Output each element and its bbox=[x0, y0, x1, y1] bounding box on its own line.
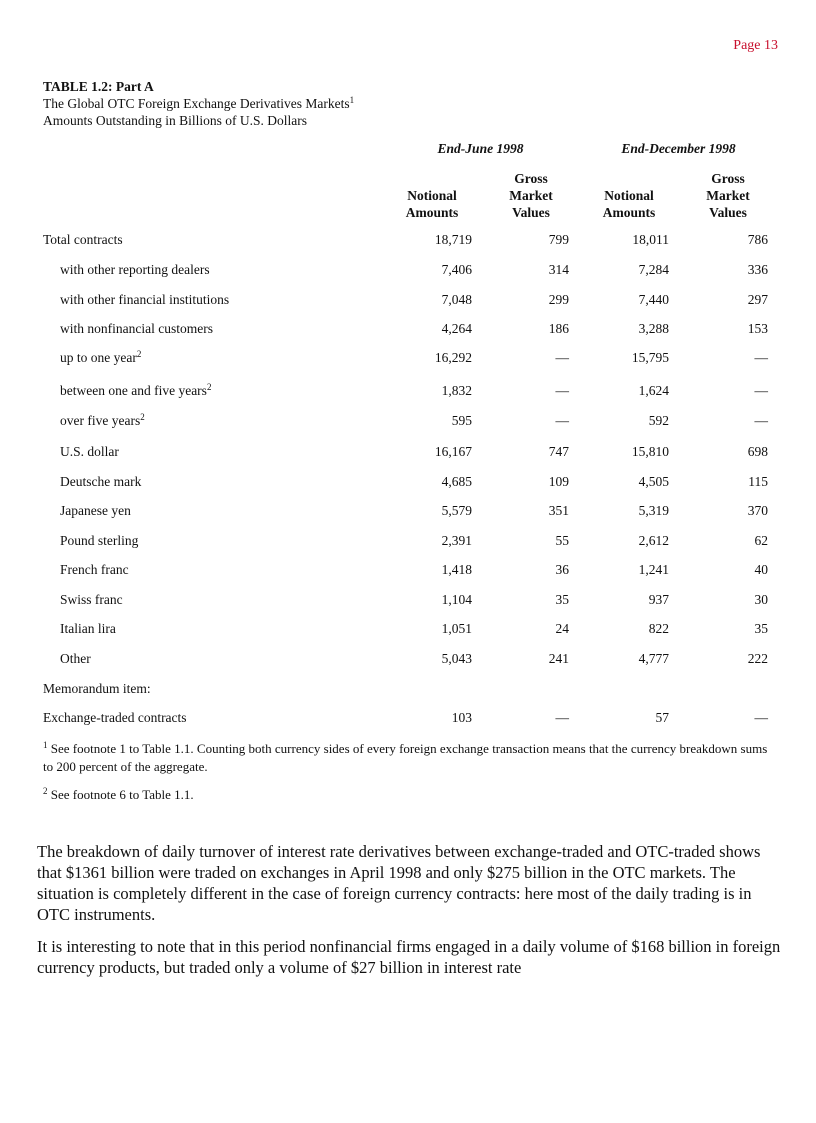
paragraph-1: The breakdown of daily turnover of interest rate derivatives between exchange-traded and OTC-traded shows that $1361 billion were traded on exchanges in April 1998 and only $275 billion in the OTC markets. The situation is completely different in the case of foreign currency contracts: here most of the daily trading is in OTC instruments. bbox=[37, 842, 761, 924]
footnote-text: See footnote 1 to Table 1.1. Counting both currency sides of every foreign exchange transaction means that the currency breakdown sums to 200 percent of the aggregate. bbox=[43, 741, 768, 774]
table-row bbox=[0, 444, 816, 464]
row-value: 1,241 bbox=[638, 562, 669, 577]
row-value: 2,612 bbox=[638, 533, 669, 548]
row-value: 4,264 bbox=[441, 321, 472, 336]
row-label bbox=[60, 621, 116, 637]
row-label bbox=[60, 592, 123, 608]
row-value: — bbox=[754, 413, 768, 428]
col-header-line: Amounts bbox=[602, 205, 656, 220]
row-label bbox=[60, 413, 145, 429]
row-value: 62 bbox=[754, 533, 768, 548]
table-title: TABLE 1.2: Part A bbox=[43, 79, 154, 94]
row-label bbox=[60, 651, 91, 667]
row-value: 5,319 bbox=[638, 503, 669, 518]
row-value: 7,406 bbox=[441, 262, 472, 277]
row-label bbox=[60, 292, 229, 308]
row-value: 18,011 bbox=[632, 232, 669, 247]
row-value: 186 bbox=[548, 321, 569, 336]
row-value: 799 bbox=[548, 232, 569, 247]
row-value: 1,624 bbox=[638, 383, 669, 398]
table-row bbox=[0, 651, 816, 671]
table-row bbox=[0, 232, 816, 252]
table-subtitle bbox=[43, 95, 354, 112]
row-label-text: Japanese yen bbox=[60, 503, 131, 518]
table-units: Amounts Outstanding in Billions of U.S. Dollars bbox=[43, 113, 308, 128]
row-value: 698 bbox=[747, 444, 768, 459]
col-header-notional-june bbox=[392, 187, 472, 221]
row-label-text: Exchange-traded contracts bbox=[43, 710, 187, 725]
row-value: 7,048 bbox=[441, 292, 472, 307]
row-value: 747 bbox=[548, 444, 569, 459]
row-label-text: with other financial institutions bbox=[60, 292, 230, 307]
row-label-text: Italian lira bbox=[60, 621, 116, 636]
row-value: 35 bbox=[555, 592, 569, 607]
table-row bbox=[0, 321, 816, 341]
row-value: 592 bbox=[648, 413, 669, 428]
row-label bbox=[60, 444, 119, 460]
row-footnote-mark: 2 bbox=[140, 412, 145, 422]
row-value: 4,685 bbox=[441, 474, 472, 489]
row-label bbox=[60, 503, 131, 519]
row-label bbox=[43, 710, 187, 726]
footnote-text: See footnote 6 to Table 1.1. bbox=[50, 787, 194, 802]
col-header-gross-june bbox=[489, 170, 573, 221]
row-value: 18,719 bbox=[434, 232, 472, 247]
row-label-text: Deutsche mark bbox=[60, 474, 142, 489]
row-value: 1,104 bbox=[441, 592, 472, 607]
row-value: 55 bbox=[555, 533, 569, 548]
row-label-text: French franc bbox=[60, 562, 129, 577]
row-value: 314 bbox=[548, 262, 569, 277]
row-value: 5,579 bbox=[441, 503, 472, 518]
page-number: Page 13 bbox=[733, 38, 778, 53]
row-value: 4,505 bbox=[638, 474, 669, 489]
table-header bbox=[43, 78, 354, 129]
row-label bbox=[60, 474, 141, 490]
row-value: — bbox=[754, 350, 768, 365]
table-row bbox=[0, 474, 816, 494]
col-header-gross-december bbox=[686, 170, 770, 221]
row-label-text: Other bbox=[60, 651, 91, 666]
row-value: 36 bbox=[555, 562, 569, 577]
row-value: 299 bbox=[548, 292, 569, 307]
row-label bbox=[43, 681, 151, 697]
group-header-june: End-June 1998 bbox=[437, 141, 524, 156]
row-value: 103 bbox=[451, 710, 472, 725]
paragraph-2: It is interesting to note that in this period nonfinancial firms engaged in a daily volume of $168 billion in foreign currency products, but traded only a volume of $27 billion in interest rate bbox=[37, 937, 781, 977]
row-value: 109 bbox=[548, 474, 569, 489]
row-label-text: between one and five years bbox=[60, 383, 207, 398]
table-row bbox=[0, 533, 816, 553]
row-value: 30 bbox=[754, 592, 768, 607]
row-value: 336 bbox=[747, 262, 768, 277]
table-row bbox=[0, 503, 816, 523]
row-label-text: Swiss franc bbox=[60, 592, 123, 607]
row-label-text: Total contracts bbox=[43, 232, 123, 247]
row-label bbox=[60, 383, 211, 399]
row-label-text: with nonfinancial customers bbox=[60, 321, 213, 336]
row-label-text: Memorandum item: bbox=[43, 681, 151, 696]
row-value: 40 bbox=[754, 562, 768, 577]
row-value: — bbox=[754, 710, 768, 725]
row-value: 1,051 bbox=[441, 621, 472, 636]
row-value: 370 bbox=[747, 503, 768, 518]
table-row bbox=[0, 621, 816, 641]
row-value: 15,810 bbox=[631, 444, 669, 459]
row-value: 786 bbox=[747, 232, 768, 247]
row-value: 822 bbox=[648, 621, 669, 636]
row-footnote-mark: 2 bbox=[136, 349, 142, 359]
row-label-text: U.S. dollar bbox=[60, 444, 119, 459]
row-value: 222 bbox=[747, 651, 768, 666]
row-value: — bbox=[555, 710, 569, 725]
footnote-mark: 1 bbox=[43, 740, 48, 750]
row-label bbox=[60, 533, 138, 549]
row-value: 297 bbox=[747, 292, 768, 307]
table-row bbox=[0, 383, 816, 403]
row-value: 1,832 bbox=[441, 383, 472, 398]
footnote-1 bbox=[43, 740, 778, 776]
row-value: 7,440 bbox=[638, 292, 669, 307]
col-header-line: Notional bbox=[604, 188, 654, 203]
col-header-notional-december bbox=[589, 187, 669, 221]
footnote-mark: 2 bbox=[43, 786, 48, 796]
table-row bbox=[0, 292, 816, 312]
col-header-line: Notional bbox=[407, 188, 457, 203]
row-label bbox=[60, 262, 210, 278]
row-value: — bbox=[555, 350, 569, 365]
row-value: 16,292 bbox=[434, 350, 472, 365]
row-value: 24 bbox=[555, 621, 569, 636]
row-value: 35 bbox=[754, 621, 768, 636]
col-header-line: Gross bbox=[514, 171, 548, 186]
table-row bbox=[0, 592, 816, 612]
row-label-text: up to one year bbox=[60, 350, 137, 365]
table-row bbox=[0, 350, 816, 370]
col-header-line: Values bbox=[709, 205, 747, 220]
row-label bbox=[60, 321, 213, 337]
row-footnote-mark: 2 bbox=[206, 382, 212, 392]
table-row bbox=[0, 681, 816, 701]
table-subtitle-text: The Global OTC Foreign Exchange Derivatives Markets bbox=[43, 96, 350, 111]
row-label bbox=[60, 350, 141, 366]
table-row bbox=[0, 710, 816, 730]
row-value: 2,391 bbox=[441, 533, 472, 548]
row-value: — bbox=[754, 383, 768, 398]
row-value: 1,418 bbox=[441, 562, 472, 577]
row-value: 351 bbox=[548, 503, 569, 518]
row-label-text: with other reporting dealers bbox=[60, 262, 210, 277]
col-header-line: Market bbox=[706, 188, 750, 203]
row-label bbox=[60, 562, 129, 578]
table-row bbox=[0, 262, 816, 282]
row-value: 57 bbox=[655, 710, 669, 725]
col-header-line: Gross bbox=[711, 171, 745, 186]
col-header-line: Amounts bbox=[405, 205, 459, 220]
row-value: 937 bbox=[648, 592, 669, 607]
group-header-december: End-December 1998 bbox=[621, 141, 736, 156]
row-value: 4,777 bbox=[638, 651, 669, 666]
row-value: 153 bbox=[747, 321, 768, 336]
table-subtitle-footnote-mark: 1 bbox=[349, 95, 355, 105]
row-value: 16,167 bbox=[434, 444, 472, 459]
row-value: 7,284 bbox=[638, 262, 669, 277]
row-value: 3,288 bbox=[638, 321, 669, 336]
table-row bbox=[0, 562, 816, 582]
col-header-line: Values bbox=[512, 205, 550, 220]
row-value: 241 bbox=[548, 651, 569, 666]
row-label-text: over five years bbox=[60, 413, 141, 428]
row-label-text: Pound sterling bbox=[60, 533, 139, 548]
row-label bbox=[43, 232, 123, 248]
row-value: — bbox=[555, 383, 569, 398]
row-value: — bbox=[555, 413, 569, 428]
row-value: 5,043 bbox=[441, 651, 472, 666]
row-value: 595 bbox=[451, 413, 472, 428]
col-header-line: Market bbox=[509, 188, 553, 203]
table-row bbox=[0, 413, 816, 433]
row-value: 15,795 bbox=[631, 350, 669, 365]
footnote-2 bbox=[43, 786, 778, 804]
row-value: 115 bbox=[748, 474, 768, 489]
